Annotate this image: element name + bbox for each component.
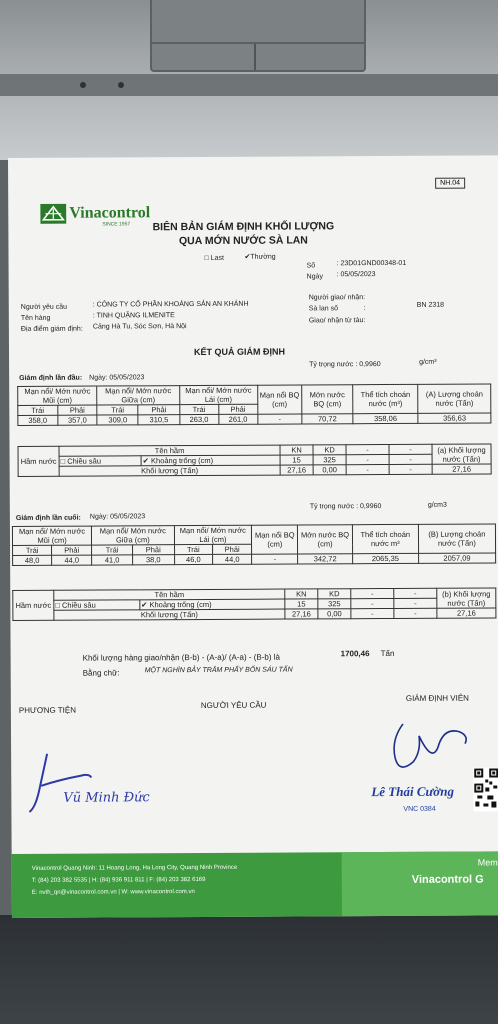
cell-lai-trai: 263,0 bbox=[179, 414, 218, 424]
khoi-luong-label: Khối lượng (Tấn) bbox=[54, 609, 285, 620]
cell-giua-trai: 309,0 bbox=[97, 415, 138, 425]
first-density: Tỷ trọng nước : 0,9960 bbox=[309, 361, 381, 369]
first-density-unit: g/cm³ bbox=[419, 358, 437, 366]
dash-cell: - bbox=[351, 588, 394, 598]
dash-cell: - bbox=[346, 465, 389, 475]
first-draft-table bbox=[17, 383, 491, 425]
qr-code-icon bbox=[473, 767, 498, 811]
dash-cell: - bbox=[389, 444, 432, 454]
th-trai: Trái bbox=[97, 405, 138, 415]
side-value: 27,16 bbox=[437, 608, 496, 618]
cell-luong-choan: 356,63 bbox=[418, 413, 491, 423]
chieu-sau: □ Chiều sâu bbox=[54, 600, 140, 610]
kn-header: KN bbox=[280, 445, 313, 455]
nguoi-yeu-cau-value: : CÔNG TY CỔ PHẦN KHOÁNG SẢN AN KHÁNH bbox=[92, 300, 249, 309]
cell-mui-trai: 358,0 bbox=[18, 415, 58, 425]
cell-mui-phai: 357,0 bbox=[58, 415, 98, 425]
kn-header: KN bbox=[285, 589, 318, 599]
th-lai: Mạn nổi/ Mớn nước Lái (cm) bbox=[179, 385, 257, 404]
side-value: 27,16 bbox=[432, 464, 491, 474]
th-phai: Phải bbox=[57, 405, 97, 415]
dash-cell: - bbox=[394, 598, 437, 608]
cell-giua-phai: 38,0 bbox=[132, 555, 174, 565]
cell-mon-nuoc-bq: 342,72 bbox=[298, 554, 352, 564]
th-the-tich: Thể tích choán nước m³ bbox=[352, 524, 418, 553]
th-trai: Trái bbox=[92, 545, 133, 555]
laptop-bottom bbox=[150, 0, 366, 72]
result-title: KẾT QUẢ GIÁM ĐỊNH bbox=[193, 346, 286, 358]
cell-the-tich: 2065,35 bbox=[352, 553, 418, 563]
cell-lai-trai: 46,0 bbox=[174, 554, 213, 564]
th-man-noi-bq: Mạn nổi BQ (cm) bbox=[257, 385, 301, 414]
th-mon-nuoc-bq: Mớn nước BQ (cm) bbox=[298, 525, 353, 554]
footer-brand: Vinacontrol G bbox=[411, 873, 484, 886]
signature-left bbox=[19, 749, 149, 820]
first-inspection-date: Ngày: 05/05/2023 bbox=[89, 374, 145, 382]
kd-header: KD bbox=[318, 589, 351, 599]
chieu-sau: □ Chiều sâu bbox=[59, 456, 141, 466]
th-phai: Phải bbox=[52, 545, 92, 555]
signature-left-text: Vũ Minh Đức bbox=[63, 790, 150, 806]
th-phai: Phải bbox=[132, 545, 174, 555]
document-page bbox=[8, 155, 498, 918]
th-phai: Phải bbox=[212, 544, 251, 554]
vinacontrol-logo-icon bbox=[40, 204, 66, 224]
brand-name: Vinacontrol bbox=[69, 204, 151, 222]
last-density: Tỷ trọng nước : 0,9960 bbox=[309, 503, 382, 511]
dash-cell: - bbox=[346, 455, 389, 465]
th-mon-nuoc-bq: Mớn nước BQ (cm) bbox=[302, 385, 353, 414]
cell-giua-trai: 41,0 bbox=[92, 555, 133, 565]
dia-diem-label: Địa điểm giám định: bbox=[20, 325, 83, 333]
th-luong-choan: (A) Lượng choán nước (Tấn) bbox=[418, 384, 491, 413]
khoang-trong: ✔ Khoảng trống (cm) bbox=[140, 599, 285, 610]
giao-nhan-label: Giao/ nhận từ tàu: bbox=[308, 317, 366, 325]
th-lai: Mạn nổi/ Mớn nước Lái (cm) bbox=[174, 525, 252, 544]
kl-kd: 0,00 bbox=[318, 609, 351, 619]
th-giua: Mạn nổi/ Mớn nước Giữa (cm) bbox=[97, 386, 179, 405]
cell-man-noi-bq: - bbox=[258, 414, 302, 424]
th-trai: Trái bbox=[13, 545, 52, 555]
inspector-name: Lê Thái Cường bbox=[371, 783, 455, 800]
th-man-noi-bq: Mạn nổi BQ (cm) bbox=[252, 525, 298, 554]
footer-address: Vinacontrol Quang Ninh: 11 Hoang Long, Ha Long City, Quang Ninh Province bbox=[31, 864, 238, 872]
kn-value: 15 bbox=[280, 455, 313, 465]
sa-lan-colon: : bbox=[363, 305, 366, 313]
ngay-value: : 05/05/2023 bbox=[336, 271, 376, 279]
ten-hang-label: Tên hàng bbox=[20, 314, 51, 322]
footer-web: E: nvth_qn@vinacontrol.com.vn | W: www.vinacontrol.com.vn bbox=[31, 889, 195, 896]
laptop-edge bbox=[0, 74, 498, 96]
footer-member: Mem bbox=[477, 857, 498, 868]
th-phai: Phải bbox=[218, 404, 257, 414]
kl-kn: 27,16 bbox=[285, 609, 318, 619]
cell-the-tich: 358,06 bbox=[353, 413, 418, 423]
last-density-unit: g/cm3 bbox=[427, 501, 447, 509]
khoang-trong: ✔ Khoảng trống (cm) bbox=[141, 455, 280, 466]
desk-background-bottom bbox=[0, 915, 498, 1024]
last-draft-table bbox=[12, 523, 496, 566]
footer-phones: T: (84) 203 382 5535 | H: (84) 936 911 811 | F: (84) 203 382 6169 bbox=[31, 876, 206, 884]
signature-right bbox=[389, 714, 479, 784]
kd-value: 325 bbox=[318, 599, 351, 609]
th-luong-choan: (B) Lượng choán nước (Tấn) bbox=[418, 524, 495, 553]
tank-name-header: Tên hầm bbox=[54, 589, 285, 600]
document-title-line2: QUA MỚN NƯỚC SÀ LAN bbox=[178, 234, 308, 248]
khoi-luong-label: Khối lượng (Tấn) bbox=[59, 465, 280, 476]
so-value: : 23D01GND00348-01 bbox=[336, 259, 407, 268]
summary-unit: Tấn bbox=[380, 648, 395, 659]
summary-formula: Khối lượng hàng giao/nhận (B-b) - (A-a)/ (A-a) - (B-b) là bbox=[82, 652, 280, 663]
th-giua: Mạn nổi/ Mớn nước Giữa (cm) bbox=[92, 526, 174, 545]
cell-mon-nuoc-bq: 70,72 bbox=[302, 414, 353, 424]
last-inspection-date: Ngày: 05/05/2023 bbox=[89, 513, 146, 521]
dash-cell: - bbox=[389, 454, 432, 464]
th-mui: Mạn nổi/ Mớn nước Mũi (cm) bbox=[18, 386, 97, 405]
first-tank-table bbox=[18, 443, 492, 476]
dash-cell: - bbox=[351, 598, 394, 608]
cell-mui-phai: 44,0 bbox=[52, 555, 92, 565]
sign-giam-dinh-vien: GIÁM ĐỊNH VIÊN bbox=[405, 693, 469, 703]
kd-value: 325 bbox=[313, 455, 346, 465]
footer-bar bbox=[12, 851, 498, 918]
ngay-label: Ngày bbox=[306, 273, 323, 281]
inspector-code: VNC 0384 bbox=[403, 805, 436, 813]
brand-since: SINCE 1957 bbox=[102, 221, 131, 228]
cell-man-noi-bq: - bbox=[252, 554, 298, 564]
document-title-line1: BIÊN BẢN GIÁM ĐỊNH KHỐI LƯỢNG bbox=[152, 220, 335, 234]
cell-lai-phai: 44,0 bbox=[213, 554, 252, 564]
nguoi-yeu-cau-label: Người yêu cầu bbox=[20, 303, 68, 311]
dash-cell: - bbox=[351, 608, 394, 618]
so-label: Số bbox=[306, 262, 316, 270]
cell-mui-trai: 48,0 bbox=[13, 555, 52, 565]
option-thuong: ✔Thường bbox=[244, 253, 276, 261]
dash-cell: - bbox=[389, 464, 432, 474]
summary-words-label: Bằng chữ: bbox=[82, 668, 120, 678]
cell-luong-choan: 2057,09 bbox=[418, 553, 495, 563]
last-inspection-label: Giám định lần cuối: bbox=[15, 514, 81, 522]
th-phai: Phải bbox=[138, 405, 179, 415]
th-the-tich: Thể tích choán nước (m³) bbox=[353, 384, 418, 413]
sa-lan-number: BN 2318 bbox=[416, 301, 445, 309]
kl-kn: 27,16 bbox=[280, 465, 313, 475]
kl-kd: 0,00 bbox=[313, 465, 346, 475]
th-mui: Mạn nổi/ Mớn nước Mũi (cm) bbox=[12, 526, 91, 545]
cell-giua-phai: 310,5 bbox=[138, 415, 179, 425]
ten-hang-value: : TINH QUẶNG ILMENITE bbox=[92, 312, 175, 320]
tank-name-header: Tên hầm bbox=[59, 445, 280, 456]
option-last: □ Last bbox=[204, 254, 224, 262]
kn-value: 15 bbox=[285, 599, 318, 609]
last-tank-table bbox=[12, 587, 496, 621]
kd-header: KD bbox=[313, 445, 346, 455]
dash-cell: - bbox=[394, 608, 437, 618]
summary-words: MỘT NGHÌN BẢY TRĂM PHẨY BỐN SÁU TẤN bbox=[144, 666, 293, 675]
form-code: NH.04 bbox=[435, 178, 465, 189]
side-label: (b) Khối lượng nước (Tấn) bbox=[437, 588, 496, 608]
sign-nguoi-yeu-cau: NGƯỜI YÊU CẦU bbox=[200, 700, 267, 710]
cell-lai-phai: 261,0 bbox=[219, 414, 258, 424]
dia-diem-value: Cảng Hà Tu, Sóc Sơn, Hà Nội bbox=[92, 323, 187, 331]
sign-phuong-tien: PHƯƠNG TIỆN bbox=[18, 705, 77, 715]
th-trai: Trái bbox=[18, 405, 58, 415]
th-trai: Trái bbox=[174, 544, 213, 554]
tank-label: Hầm nước bbox=[18, 446, 59, 476]
first-inspection-label: Giám định lần đầu: bbox=[19, 374, 83, 382]
side-label: (a) Khối lượng nước (Tấn) bbox=[432, 444, 491, 464]
sa-lan-label: Sà lan số bbox=[308, 305, 338, 313]
th-trai: Trái bbox=[179, 404, 218, 414]
dash-cell: - bbox=[346, 445, 389, 455]
nguoi-giao-label: Người giao/ nhận: bbox=[308, 294, 366, 302]
summary-value: 1700,46 bbox=[340, 649, 370, 659]
dash-cell: - bbox=[394, 588, 437, 598]
tank-label: Hầm nước bbox=[13, 590, 54, 620]
